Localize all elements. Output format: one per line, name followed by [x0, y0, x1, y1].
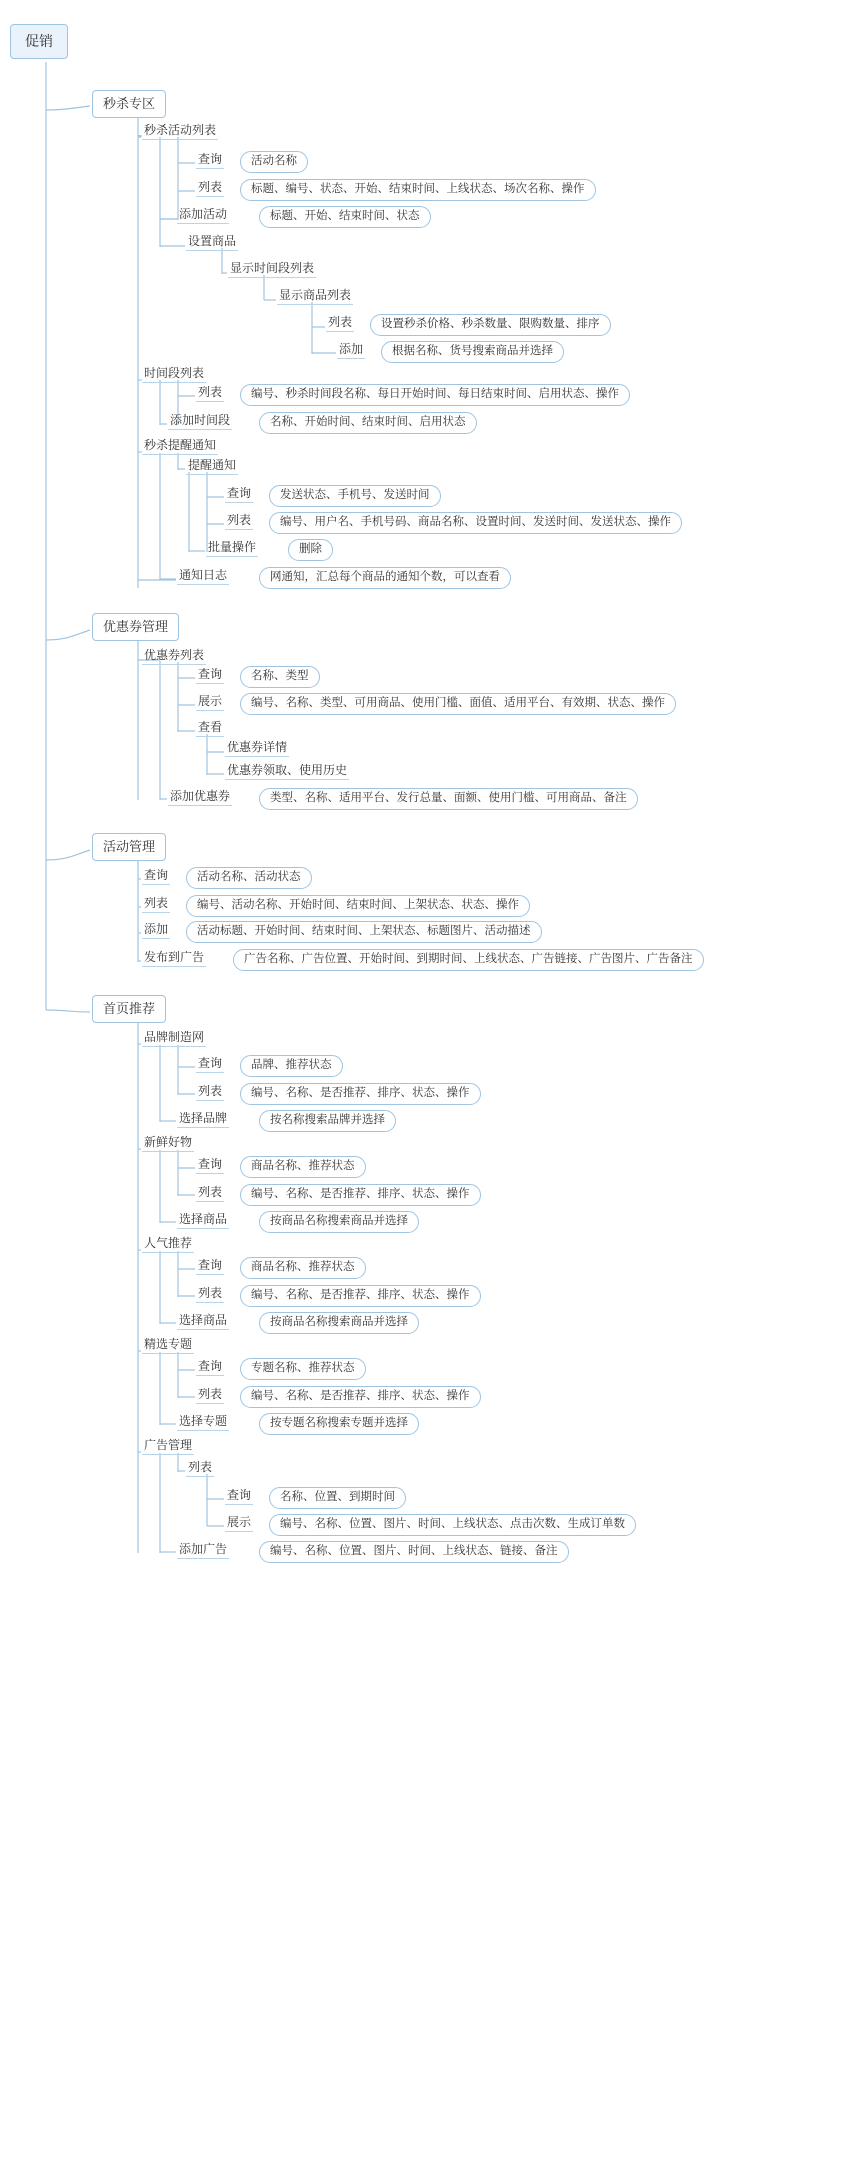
- mindmap-detail-node: 网通知，汇总每个商品的通知个数，可以查看: [259, 567, 511, 589]
- mindmap-label-node[interactable]: 添加优惠券: [168, 789, 232, 806]
- mindmap-label-node[interactable]: 列表: [196, 385, 224, 402]
- mindmap-detail-node: 标题、开始、结束时间、状态: [259, 206, 431, 228]
- mindmap-label-node[interactable]: 添加时间段: [168, 413, 232, 430]
- mindmap-label-node[interactable]: 添加活动: [177, 207, 229, 224]
- mindmap-label-node[interactable]: 列表: [196, 1387, 224, 1404]
- mindmap-heading-node: 提醒通知: [186, 458, 238, 475]
- mindmap-heading-node: 广告管理: [142, 1438, 194, 1455]
- mindmap-label-node[interactable]: 选择商品: [177, 1212, 229, 1229]
- mindmap-heading-node: 优惠券详情: [225, 740, 289, 757]
- mindmap-detail-node: 标题、编号、状态、开始、结束时间、上线状态、场次名称、操作: [240, 179, 596, 201]
- mindmap-heading-node: 显示时间段列表: [228, 261, 316, 278]
- mindmap-heading-node: 列表: [186, 1460, 214, 1477]
- mindmap-detail-node: 活动标题、开始时间、结束时间、上架状态、标题图片、活动描述: [186, 921, 542, 943]
- mindmap-detail-node: 名称、开始时间、结束时间、启用状态: [259, 412, 477, 434]
- mindmap-label-node[interactable]: 展示: [196, 694, 224, 711]
- mindmap-label-node[interactable]: 查询: [196, 667, 224, 684]
- mindmap-label-node[interactable]: 通知日志: [177, 568, 229, 585]
- mindmap-label-node[interactable]: 添加广告: [177, 1542, 229, 1559]
- mindmap-label-node[interactable]: 列表: [196, 1185, 224, 1202]
- mindmap-detail-node: 商品名称、推荐状态: [240, 1257, 366, 1279]
- mindmap-detail-node: 名称、位置、到期时间: [269, 1487, 406, 1509]
- mindmap-detail-node: 编号、活动名称、开始时间、结束时间、上架状态、状态、操作: [186, 895, 530, 917]
- mindmap-heading-node: 设置商品: [186, 234, 238, 251]
- mindmap-label-node[interactable]: 列表: [326, 315, 354, 332]
- mindmap-heading-node: 人气推荐: [142, 1236, 194, 1253]
- mindmap-detail-node: 编号、名称、是否推荐、排序、状态、操作: [240, 1386, 481, 1408]
- mindmap-detail-node: 广告名称、广告位置、开始时间、到期时间、上线状态、广告链接、广告图片、广告备注: [233, 949, 704, 971]
- mindmap-branch-node[interactable]: 首页推荐: [92, 995, 166, 1023]
- mindmap-detail-node: 编号、名称、是否推荐、排序、状态、操作: [240, 1184, 481, 1206]
- mindmap-label-node[interactable]: 查看: [196, 720, 224, 737]
- mindmap-label-node[interactable]: 列表: [196, 1286, 224, 1303]
- mindmap-detail-node: 发送状态、手机号、发送时间: [269, 485, 441, 507]
- mindmap-detail-node: 编号、秒杀时间段名称、每日开始时间、每日结束时间、启用状态、操作: [240, 384, 630, 406]
- mindmap-heading-node: 优惠券领取、使用历史: [225, 763, 349, 780]
- mindmap-label-node[interactable]: 列表: [142, 896, 170, 913]
- mindmap-label-node[interactable]: 列表: [196, 1084, 224, 1101]
- mindmap-detail-node: 按专题名称搜索专题并选择: [259, 1413, 419, 1435]
- mindmap-label-node[interactable]: 列表: [196, 180, 224, 197]
- mindmap-heading-node: 品牌制造网: [142, 1030, 206, 1047]
- mindmap-label-node[interactable]: 发布到广告: [142, 950, 206, 967]
- mindmap-heading-node: 优惠券列表: [142, 648, 206, 665]
- mindmap-detail-node: 类型、名称、适用平台、发行总量、面额、使用门槛、可用商品、备注: [259, 788, 638, 810]
- mindmap-detail-node: 按名称搜索品牌并选择: [259, 1110, 396, 1132]
- mindmap-detail-node: 商品名称、推荐状态: [240, 1156, 366, 1178]
- mindmap-label-node[interactable]: 查询: [225, 1488, 253, 1505]
- mindmap-heading-node: 新鲜好物: [142, 1135, 194, 1152]
- mindmap-label-node[interactable]: 查询: [196, 1359, 224, 1376]
- mindmap-heading-node: 时间段列表: [142, 366, 206, 383]
- mindmap-label-node[interactable]: 查询: [196, 1258, 224, 1275]
- mindmap-label-node[interactable]: 查询: [225, 486, 253, 503]
- mindmap-detail-node: 按商品名称搜索商品并选择: [259, 1211, 419, 1233]
- mindmap-label-node[interactable]: 添加: [142, 922, 170, 939]
- mindmap-detail-node: 品牌、推荐状态: [240, 1055, 343, 1077]
- mindmap-detail-node: 编号、用户名、手机号码、商品名称、设置时间、发送时间、发送状态、操作: [269, 512, 682, 534]
- mindmap-root-node[interactable]: 促销: [10, 24, 68, 59]
- mindmap-detail-node: 编号、名称、是否推荐、排序、状态、操作: [240, 1083, 481, 1105]
- mindmap-detail-node: 编号、名称、位置、图片、时间、上线状态、点击次数、生成订单数: [269, 1514, 636, 1536]
- mindmap-detail-node: 活动名称、活动状态: [186, 867, 312, 889]
- mindmap-detail-node: 编号、名称、位置、图片、时间、上线状态、链接、备注: [259, 1541, 569, 1563]
- mindmap-label-node[interactable]: 查询: [196, 152, 224, 169]
- mindmap-detail-node: 活动名称: [240, 151, 308, 173]
- mindmap-detail-node: 名称、类型: [240, 666, 320, 688]
- mindmap-branch-node[interactable]: 活动管理: [92, 833, 166, 861]
- mindmap-heading-node: 精选专题: [142, 1337, 194, 1354]
- mindmap-detail-node: 编号、名称、类型、可用商品、使用门槛、面值、适用平台、有效期、状态、操作: [240, 693, 676, 715]
- mindmap-label-node[interactable]: 列表: [225, 513, 253, 530]
- mindmap-detail-node: 按商品名称搜索商品并选择: [259, 1312, 419, 1334]
- mindmap-label-node[interactable]: 选择专题: [177, 1414, 229, 1431]
- mindmap-detail-node: 专题名称、推荐状态: [240, 1358, 366, 1380]
- mindmap-branch-node[interactable]: 秒杀专区: [92, 90, 166, 118]
- mindmap-heading-node: 秒杀提醒通知: [142, 438, 218, 455]
- mindmap-heading-node: 秒杀活动列表: [142, 123, 218, 140]
- mindmap-label-node[interactable]: 展示: [225, 1515, 253, 1532]
- mindmap-label-node[interactable]: 查询: [142, 868, 170, 885]
- mindmap-detail-node: 设置秒杀价格、秒杀数量、限购数量、排序: [370, 314, 611, 336]
- mindmap-label-node[interactable]: 添加: [337, 342, 365, 359]
- mindmap-detail-node: 根据名称、货号搜索商品并选择: [381, 341, 564, 363]
- mindmap-label-node[interactable]: 查询: [196, 1056, 224, 1073]
- mindmap-label-node[interactable]: 选择商品: [177, 1313, 229, 1330]
- mindmap-branch-node[interactable]: 优惠券管理: [92, 613, 179, 641]
- mindmap-label-node[interactable]: 批量操作: [206, 540, 258, 557]
- mindmap-detail-node: 删除: [288, 539, 333, 561]
- mindmap-label-node[interactable]: 选择品牌: [177, 1111, 229, 1128]
- mindmap-detail-node: 编号、名称、是否推荐、排序、状态、操作: [240, 1285, 481, 1307]
- mindmap-label-node[interactable]: 查询: [196, 1157, 224, 1174]
- mindmap-heading-node: 显示商品列表: [277, 288, 353, 305]
